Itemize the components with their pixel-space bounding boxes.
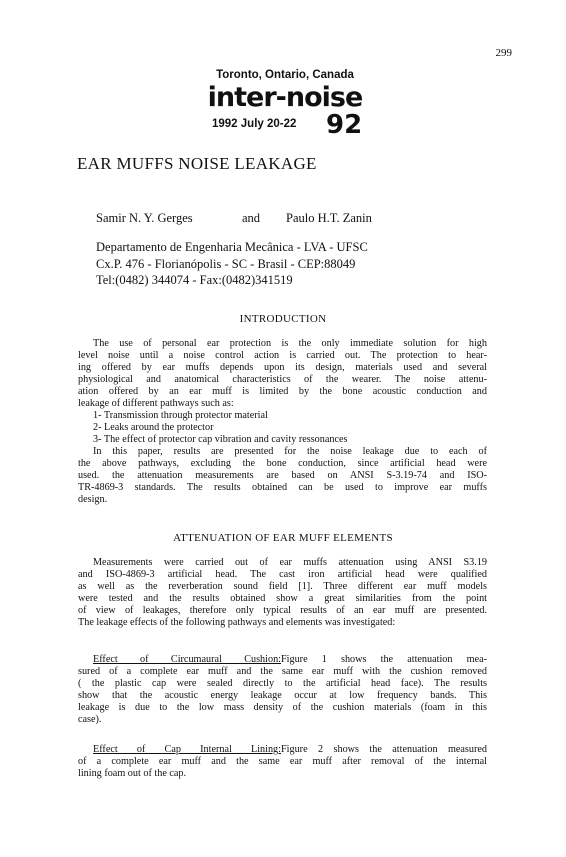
text-line: show that the acoustic energy leakage occur at low frequency bands. This <box>78 690 487 701</box>
conference-year: 92 <box>326 110 363 140</box>
author-name: Samir N. Y. Gerges <box>96 211 193 225</box>
page-number: 299 <box>495 47 512 59</box>
text-line: ( the plastic cap were sealed directly to the artificial head face). The results <box>78 678 487 689</box>
conference-logo: inter-noise <box>207 82 363 113</box>
text-line: sured of a complete ear muff and the same ear muff with the cushion removed <box>78 666 487 677</box>
text-line: leakage of different pathways such as: <box>78 398 234 409</box>
affiliation-line: Cx.P. 476 - Florianópolis - SC - Brasil - CEP:88049 <box>96 257 356 271</box>
subsection-first-line <box>93 654 487 666</box>
text-line: level noise until a noise control action is carried out. The protection to hear- <box>78 350 487 361</box>
text-run: Figure 1 shows the attenuation mea- <box>281 654 487 665</box>
author-line <box>96 211 372 226</box>
section-heading-introduction: INTRODUCTION <box>239 313 327 325</box>
text-line: design. <box>78 494 108 505</box>
subsection-heading-lining: Effect of Cap Internal Lining: <box>93 744 281 755</box>
subsection-first-line <box>93 744 487 756</box>
text-line: lining foam out of the cap. <box>78 768 187 779</box>
text-line: used. the attenuation measurements are based on ANSI S-3.19-74 and ISO- <box>78 470 487 481</box>
text-line: case). <box>78 714 102 725</box>
text-line: leakage is due to the low mass density of the cushion materials (foam in this <box>78 702 487 713</box>
text-line: ing offered by ear muffs depends upon its design, materials used and several <box>78 362 487 373</box>
conference-header <box>200 69 370 139</box>
text-line: were tested and the results obtained show a great similarities from the point <box>78 593 487 604</box>
list-item: 2- Leaks around the protector <box>93 422 214 433</box>
conference-location: Toronto, Ontario, Canada <box>216 69 354 81</box>
conference-date-row <box>200 110 370 140</box>
text-line: The use of personal ear protection is the only immediate solution for high <box>93 338 487 349</box>
affiliation-line: Tel:(0482) 344074 - Fax:(0482)341519 <box>96 273 293 287</box>
text-line: as well as the reverberation sound field [1]. Three different ear muff models <box>78 581 487 592</box>
list-item: 3- The effect of protector cap vibration and cavity ressonances <box>93 434 348 445</box>
text-line: of a complete ear muff and the same ear muff after removal of the internal <box>78 756 487 767</box>
affiliation-line: Departamento de Engenharia Mecânica - LVA - UFSC <box>96 240 368 254</box>
text-line: Measurements were carried out of ear muffs attenuation using ANSI S3.19 <box>93 557 487 568</box>
text-line: physiological and anatomical characteristics of the wearer. The noise attenu- <box>78 374 487 385</box>
author-name: Paulo H.T. Zanin <box>286 211 372 225</box>
list-item: 1- Transmission through protector material <box>93 410 268 421</box>
text-line: and ISO-4869-3 artificial head. The cast iron artificial head were qualified <box>78 569 487 580</box>
text-run: Figure 2 shows the attenuation measured <box>281 744 487 755</box>
paper-title: EAR MUFFS NOISE LEAKAGE <box>77 154 317 173</box>
text-line: ation offered by an ear muff is limited by the bone acoustic conduction and <box>78 386 487 397</box>
text-line: The leakage effects of the following pathways and elements was investigated: <box>78 617 396 628</box>
subsection-heading-cushion: Effect of Circumaural Cushion: <box>93 654 281 665</box>
author-conjunction: and <box>242 211 261 225</box>
text-line: of view of leakages, therefore only typical results of an ear muff are presented. <box>78 605 487 616</box>
text-line: the above pathways, excluding the bone conduction, since artificial head were <box>78 458 487 469</box>
text-line: TR-4869-3 standards. The results obtained can be used to improve ear muffs <box>78 482 487 493</box>
section-heading-attenuation: ATTENUATION OF EAR MUFF ELEMENTS <box>173 532 393 544</box>
conference-date: 1992 July 20-22 <box>212 118 297 130</box>
text-line: In this paper, results are presented for the noise leakage due to each of <box>93 446 487 457</box>
